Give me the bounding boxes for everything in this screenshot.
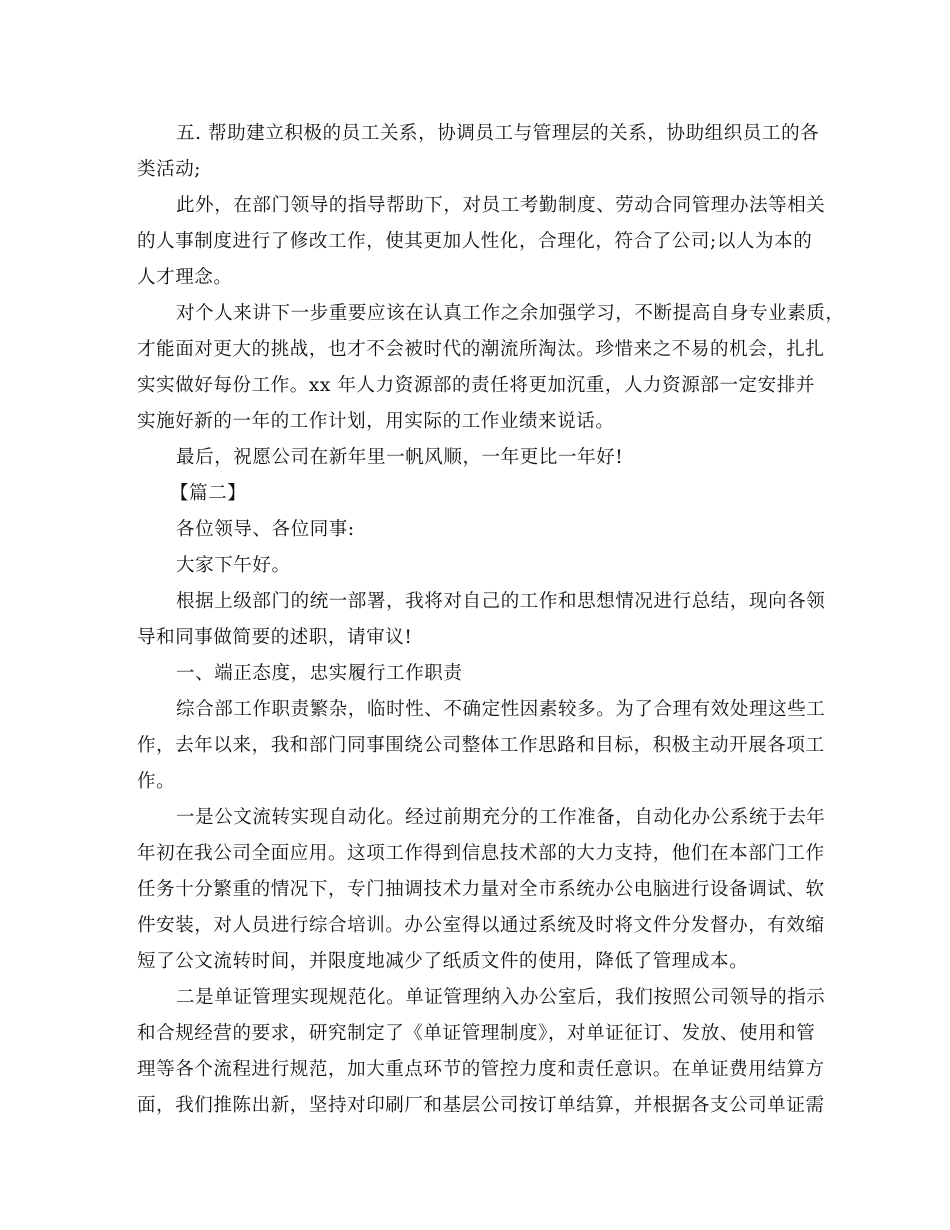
paragraph-line: 对个人来讲下一步重要应该在认真工作之余加强学习，不断提高自身专业素质， [176,303,845,324]
paragraph-line: 的人事制度进行了修改工作，使其更加人性化，合理化，符合了公司;以人为本的 [137,231,813,252]
paragraph-line: 人才理念。 [137,267,233,288]
paragraph-line: 一是公文流转实现自动化。经过前期充分的工作准备，自动化办公系统于去年 [176,807,826,828]
paragraph-line: 面，我们推陈出新，坚持对印刷厂和基层公司按订单结算，并根据各支公司单证需 [137,1095,825,1116]
paragraph-line: 类活动; [137,159,202,180]
paragraph-line: 二是单证管理实现规范化。单证管理纳入办公室后，我们按照公司领导的指示 [176,987,826,1008]
paragraph-line: 作，去年以来，我和部门同事围绕公司整体工作思路和目标，积极主动开展各项工 [137,735,825,756]
paragraph-line: 实实做好每份工作。xx 年人力资源部的责任将更加沉重，人力资源部一定安排并 [137,375,815,396]
paragraph-line: 综合部工作职责繁杂，临时性、不确定性因素较多。为了合理有效处理这些工 [176,699,826,720]
paragraph-line: 理等各个流程进行规范，加大重点环节的管控力度和责任意识。在单证费用结算方 [137,1059,825,1080]
paragraph-line: 此外，在部门领导的指导帮助下，对员工考勤制度、劳动合同管理办法等相关 [176,195,826,216]
paragraph-line: 和合规经营的要求，研究制定了《单证管理制度》，对单证征订、发放、使用和管 [137,1023,816,1044]
section-heading: 【篇二】 [170,483,247,504]
greeting: 大家下午好。 [176,555,291,576]
paragraph-line: 根据上级部门的统一部署，我将对自己的工作和思想情况进行总结，现向各领 [176,591,826,612]
paragraph-line: 短了公文流转时间，并限度地减少了纸质文件的使用，降低了管理成本。 [137,951,749,972]
paragraph-line: 年初在我公司全面应用。这项工作得到信息技术部的大力支持，他们在本部门工作 [137,843,825,864]
paragraph-line: 任务十分繁重的情况下，专门抽调技术力量对全市系统办公电脑进行设备调试、软 [137,879,825,900]
paragraph-line: 导和同事做简要的述职，请审议! [137,627,413,648]
paragraph-line: 实施好新的一年的工作计划，用实际的工作业绩来说话。 [137,411,615,432]
subsection-heading: 一、端正态度，忠实履行工作职责 [176,663,463,684]
paragraph-line: 才能面对更大的挑战，也才不会被时代的潮流所淘汰。珍惜来之不易的机会，扎扎 [137,339,825,360]
paragraph-line: 作。 [137,771,176,792]
paragraph-line: 五. 帮助建立积极的员工关系，协调员工与管理层的关系，协助组织员工的各 [176,123,820,144]
salutation: 各位领导、各位同事: [176,519,355,540]
paragraph-line: 件安装，对人员进行综合培训。办公室得以通过系统及时将文件分发督办，有效缩 [137,915,825,936]
paragraph-line: 最后，祝愿公司在新年里一帆风顺，一年更比一年好! [176,447,624,468]
